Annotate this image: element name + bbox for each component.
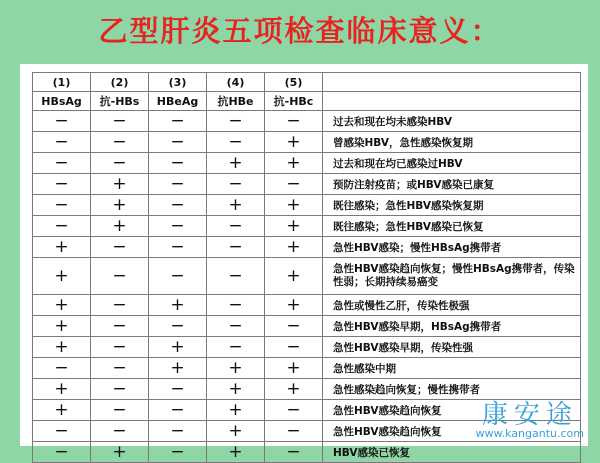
result-mark: − (265, 111, 323, 132)
result-mark: − (149, 153, 207, 174)
result-mark: + (91, 174, 149, 195)
clinical-meaning: 过去和现在均已感染过HBV (323, 153, 581, 174)
empty-cell (323, 92, 581, 111)
clinical-meaning: 预防注射疫苗；或HBV感染已康复 (323, 174, 581, 195)
result-mark: − (91, 153, 149, 174)
table-row (33, 337, 581, 358)
column-number: (3) (149, 73, 207, 92)
result-mark: − (207, 258, 265, 295)
result-mark: + (149, 358, 207, 379)
empty-cell (323, 73, 581, 92)
column-header: 抗HBe (207, 92, 265, 111)
result-mark: + (91, 216, 149, 237)
result-mark: − (33, 442, 91, 463)
table-row (33, 295, 581, 316)
result-mark: + (265, 295, 323, 316)
result-mark: − (207, 111, 265, 132)
result-mark: − (149, 421, 207, 442)
watermark-name: 康安途 (481, 400, 578, 430)
result-mark: − (265, 316, 323, 337)
result-mark: − (149, 132, 207, 153)
result-mark: + (91, 442, 149, 463)
table-row (33, 316, 581, 337)
number-row (33, 73, 581, 92)
result-mark: + (33, 337, 91, 358)
table-row (33, 237, 581, 258)
result-mark: − (33, 195, 91, 216)
result-mark: − (149, 400, 207, 421)
column-number: (5) (265, 73, 323, 92)
result-mark: + (33, 295, 91, 316)
result-mark: + (33, 237, 91, 258)
result-mark: − (33, 421, 91, 442)
result-mark: − (207, 237, 265, 258)
watermark-logo (476, 402, 584, 440)
result-mark: − (207, 174, 265, 195)
result-mark: − (149, 379, 207, 400)
result-mark: − (33, 153, 91, 174)
result-mark: + (207, 379, 265, 400)
column-number: (1) (33, 73, 91, 92)
watermark-url: www.kangantu.com (475, 427, 584, 440)
result-mark: + (265, 216, 323, 237)
result-mark: − (207, 216, 265, 237)
result-mark: − (149, 237, 207, 258)
result-mark: − (91, 111, 149, 132)
result-mark: − (149, 195, 207, 216)
result-mark: + (149, 295, 207, 316)
clinical-meaning: 过去和现在均未感染HBV (323, 111, 581, 132)
clinical-meaning: 既往感染；急性HBV感染已恢复 (323, 216, 581, 237)
clinical-meaning: 急性或慢性乙肝，传染性极强 (323, 295, 581, 316)
result-mark: − (149, 442, 207, 463)
clinical-meaning: 既往感染；急性HBV感染恢复期 (323, 195, 581, 216)
result-mark: − (207, 316, 265, 337)
column-number: (2) (91, 73, 149, 92)
clinical-meaning: 急性HBV感染；慢性HBsAg携带者 (323, 237, 581, 258)
result-mark: − (149, 216, 207, 237)
header-row (33, 92, 581, 111)
result-mark: + (265, 258, 323, 295)
table-row (33, 216, 581, 237)
table-row (33, 132, 581, 153)
clinical-meaning: 急性HBV感染趋向恢复 (323, 400, 581, 421)
table-row (33, 258, 581, 295)
result-mark: + (207, 195, 265, 216)
page-title: 乙型肝炎五项检查临床意义： (98, 14, 502, 48)
table-row (33, 111, 581, 132)
result-mark: + (33, 379, 91, 400)
result-mark: − (265, 400, 323, 421)
table-row (33, 442, 581, 463)
table-row (33, 153, 581, 174)
clinical-meaning: 急性HBV感染趋向恢复 (323, 421, 581, 442)
result-mark: + (33, 258, 91, 295)
result-mark: + (265, 358, 323, 379)
clinical-meaning: 急性感染中期 (323, 358, 581, 379)
clinical-meaning: 曾感染HBV，急性感染恢复期 (323, 132, 581, 153)
column-header: HBeAg (149, 92, 207, 111)
result-mark: + (207, 442, 265, 463)
result-mark: − (149, 258, 207, 295)
result-mark: − (91, 295, 149, 316)
table-row (33, 174, 581, 195)
result-mark: − (265, 442, 323, 463)
column-number: (4) (207, 73, 265, 92)
result-mark: − (33, 358, 91, 379)
result-mark: + (33, 316, 91, 337)
result-mark: − (91, 258, 149, 295)
result-mark: + (265, 195, 323, 216)
column-header: 抗-HBs (91, 92, 149, 111)
result-mark: − (265, 174, 323, 195)
result-mark: − (33, 132, 91, 153)
result-mark: − (33, 111, 91, 132)
result-mark: − (149, 316, 207, 337)
result-mark: − (91, 316, 149, 337)
table-panel (20, 64, 588, 462)
result-mark: − (207, 132, 265, 153)
column-header: 抗-HBc (265, 92, 323, 111)
result-mark: − (91, 421, 149, 442)
result-mark: − (91, 237, 149, 258)
result-mark: + (265, 153, 323, 174)
result-mark: − (265, 337, 323, 358)
result-mark: − (91, 337, 149, 358)
result-mark: − (91, 358, 149, 379)
clinical-meaning: 急性HBV感染趋向恢复；慢性HBsAg携带者，传染性弱；长期持续易癌变 (323, 258, 581, 295)
clinical-meaning: 急性HBV感染早期，HBsAg携带者 (323, 316, 581, 337)
result-mark: − (91, 132, 149, 153)
result-mark: − (207, 295, 265, 316)
result-mark: + (265, 237, 323, 258)
result-mark: − (91, 400, 149, 421)
table-row (33, 195, 581, 216)
result-mark: + (265, 132, 323, 153)
result-mark: − (149, 174, 207, 195)
clinical-meaning: 急性感染趋向恢复；慢性携带者 (323, 379, 581, 400)
result-mark: + (207, 421, 265, 442)
result-mark: − (265, 421, 323, 442)
result-mark: + (207, 358, 265, 379)
result-mark: + (149, 337, 207, 358)
result-mark: − (33, 216, 91, 237)
result-mark: + (207, 400, 265, 421)
result-mark: + (265, 379, 323, 400)
result-mark: − (207, 337, 265, 358)
table-row (33, 379, 581, 400)
result-mark: − (91, 379, 149, 400)
result-mark: + (91, 195, 149, 216)
column-header: HBsAg (33, 92, 91, 111)
table-row (33, 358, 581, 379)
result-mark: + (207, 153, 265, 174)
result-mark: − (33, 174, 91, 195)
clinical-meaning: 急性HBV感染早期，传染性强 (323, 337, 581, 358)
result-mark: + (33, 400, 91, 421)
clinical-meaning: HBV感染已恢复 (323, 442, 581, 463)
result-mark: − (149, 111, 207, 132)
